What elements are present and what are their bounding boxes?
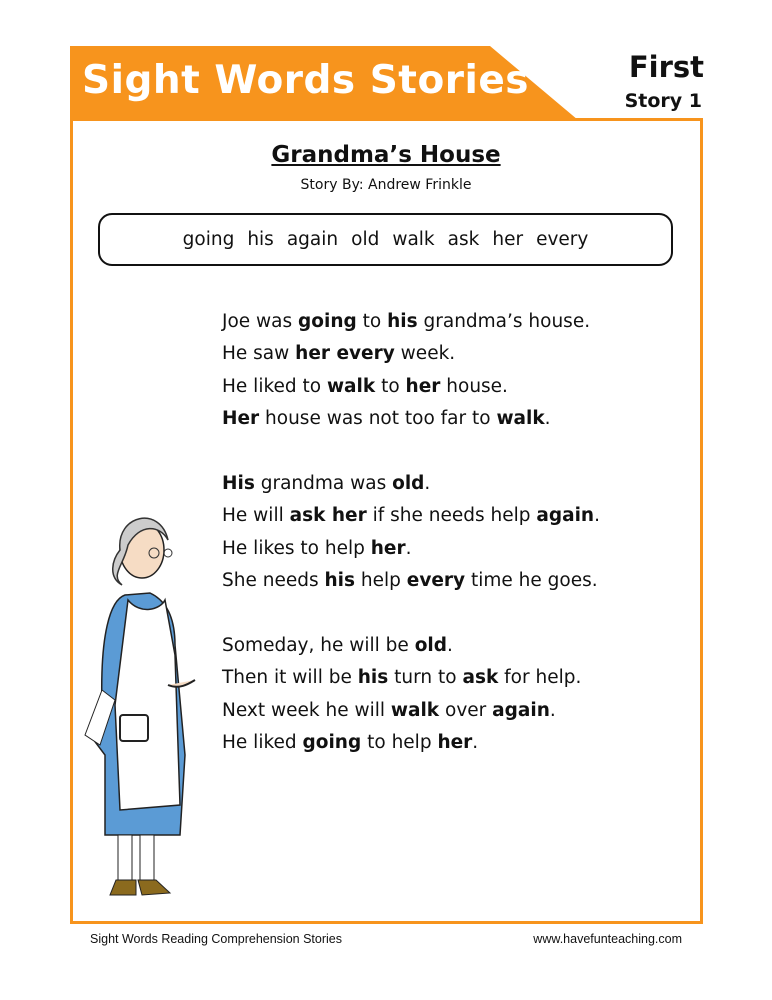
- story-line: [222, 403, 600, 435]
- grandma-illustration: [80, 505, 220, 905]
- sight-word-highlight: old: [414, 635, 447, 657]
- story-text-segment: .: [544, 408, 551, 430]
- story-text-segment: .: [446, 635, 453, 657]
- sight-word-highlight: his: [387, 311, 418, 332]
- story-text-segment: house.: [440, 375, 508, 397]
- story-line: [222, 662, 600, 694]
- story-text-segment: She needs: [222, 570, 325, 592]
- story-text-segment: .: [549, 699, 556, 721]
- sight-word-highlight: his: [357, 667, 389, 689]
- story-text-segment: time he goes.: [465, 570, 598, 592]
- sight-word-highlight: old: [392, 473, 425, 495]
- sight-word-highlight: going: [298, 311, 357, 332]
- stanza-break: [222, 598, 600, 630]
- story-text-segment: .: [405, 537, 412, 559]
- sight-word: his: [247, 229, 274, 250]
- story-text-segment: help: [355, 570, 407, 592]
- sight-word-highlight: again: [536, 505, 595, 527]
- sight-word: again: [286, 229, 339, 250]
- sight-word-highlight: Her: [222, 408, 260, 430]
- story-line: [222, 468, 600, 500]
- story-line: [222, 500, 600, 532]
- story-text-segment: He liked: [222, 732, 303, 754]
- story-text-segment: He likes to help: [222, 537, 371, 559]
- story-text: [222, 306, 600, 760]
- story-text-segment: .: [594, 505, 600, 527]
- story-text-segment: over: [439, 699, 493, 721]
- story-text-segment: for help.: [498, 667, 582, 689]
- sight-word-highlight: her: [370, 537, 406, 559]
- story-text-segment: week.: [394, 343, 456, 365]
- sight-word-highlight: ask: [462, 667, 499, 689]
- footer-url[interactable]: www.havefunteaching.com: [533, 932, 682, 946]
- story-text-segment: Someday, he will be: [222, 635, 415, 657]
- story-text-segment: to: [375, 375, 406, 397]
- story-text-segment: to help: [361, 732, 438, 754]
- story-title: Grandma’s House: [271, 142, 501, 168]
- sight-words-box: [98, 213, 673, 266]
- story-text-segment: .: [472, 732, 479, 754]
- sight-word: going: [182, 229, 235, 250]
- story-text-segment: turn to: [388, 667, 463, 689]
- sight-word-highlight: His: [222, 473, 255, 495]
- story-text-segment: He will: [222, 505, 290, 527]
- sight-word-highlight: going: [302, 732, 362, 754]
- story-text-segment: grandma was: [254, 473, 393, 495]
- sight-word-highlight: walk: [496, 408, 545, 430]
- sight-word: every: [536, 229, 589, 250]
- story-line: [222, 727, 600, 759]
- sight-word-highlight: her: [437, 732, 473, 754]
- sight-word-highlight: her every: [295, 343, 395, 365]
- sight-word-highlight: walk: [390, 699, 440, 721]
- sight-word-highlight: walk: [326, 375, 376, 397]
- story-text-segment: .: [424, 473, 431, 495]
- grade-level: First: [628, 50, 704, 84]
- story-number: Story 1: [624, 90, 702, 112]
- story-text-segment: Joe was: [222, 311, 299, 332]
- story-line: [222, 630, 600, 662]
- story-line: [222, 306, 600, 338]
- story-line: [222, 695, 600, 727]
- story-text-segment: if she needs help: [366, 505, 537, 527]
- stanza-break: [222, 436, 600, 468]
- sight-word-highlight: again: [492, 699, 550, 721]
- sight-word: old: [351, 229, 380, 250]
- story-line: [222, 371, 600, 403]
- story-text-segment: house was not too far to: [259, 408, 497, 430]
- story-text-segment: Then it will be: [222, 667, 358, 689]
- story-line: [222, 338, 600, 370]
- series-title: Sight Words Stories: [82, 58, 530, 103]
- story-line: [222, 565, 600, 597]
- story-text-segment: grandma’s house.: [417, 311, 591, 332]
- sight-word: ask: [447, 229, 480, 250]
- story-line: [222, 533, 600, 565]
- story-text-segment: Next week he will: [222, 699, 391, 721]
- sight-word-highlight: his: [324, 570, 356, 592]
- sight-word: her: [492, 229, 524, 250]
- sight-word: walk: [392, 229, 435, 250]
- story-text-segment: to: [356, 311, 388, 332]
- sight-word-highlight: ask her: [289, 505, 367, 527]
- story-text-segment: He liked to: [222, 375, 327, 397]
- sight-word-highlight: her: [405, 375, 441, 397]
- story-byline: Story By: Andrew Frinkle: [300, 177, 472, 193]
- footer-left: Sight Words Reading Comprehension Stories: [90, 932, 342, 946]
- sight-word-highlight: every: [406, 570, 466, 592]
- story-text-segment: He saw: [222, 343, 296, 365]
